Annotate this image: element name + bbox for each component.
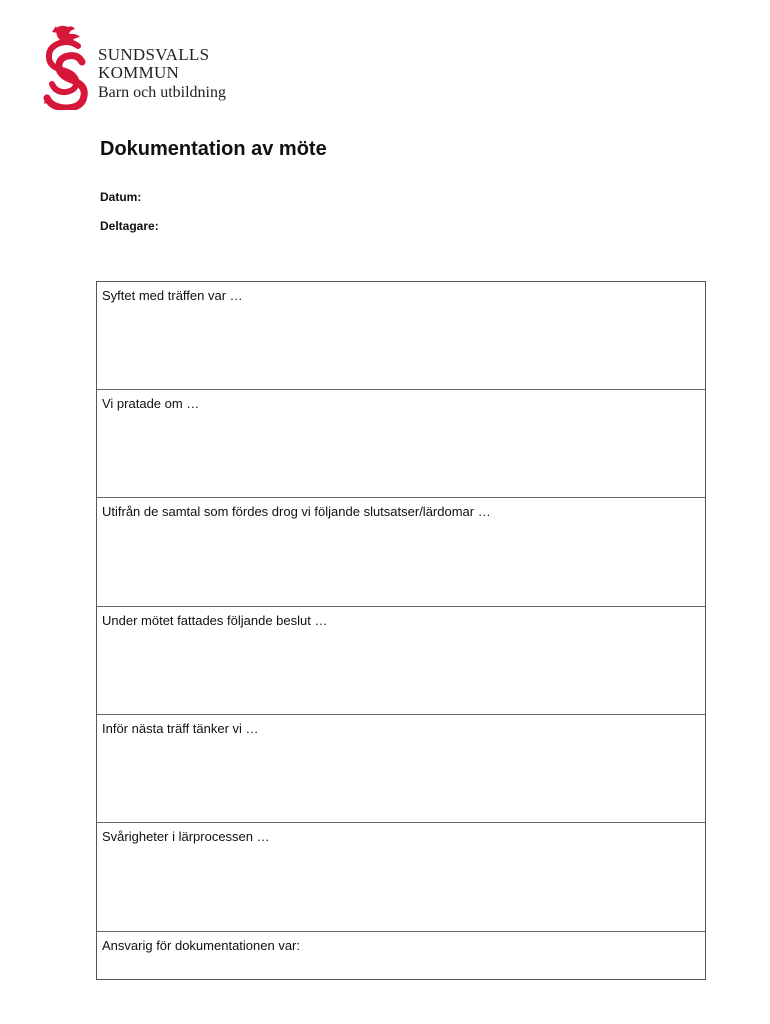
section-label: Utifrån de samtal som fördes drog vi följande slutsatser/lärdomar … — [102, 504, 491, 519]
participants-label: Deltagare: — [100, 219, 159, 233]
section-decisions[interactable] — [97, 607, 705, 715]
section-conclusions[interactable] — [97, 498, 705, 607]
org-name-line2: KOMMUN — [98, 63, 180, 82]
municipality-logo — [42, 24, 282, 114]
section-label: Svårigheter i lärprocessen … — [102, 829, 270, 844]
meeting-form-table — [96, 281, 706, 980]
section-label: Vi pratade om … — [102, 396, 200, 411]
section-label: Under mötet fattades följande beslut … — [102, 613, 328, 628]
section-purpose[interactable] — [97, 282, 705, 390]
document-title: Dokumentation av möte — [100, 138, 327, 160]
section-next-meeting[interactable] — [97, 715, 705, 823]
org-department: Barn och utbildning — [98, 84, 226, 101]
section-responsible[interactable] — [97, 932, 705, 979]
section-label: Inför nästa träff tänker vi … — [102, 721, 259, 736]
section-difficulties[interactable] — [97, 823, 705, 932]
logo-wordmark — [98, 46, 226, 103]
date-label: Datum: — [100, 190, 142, 204]
section-label: Syftet med träffen var … — [102, 288, 243, 303]
section-label: Ansvarig för dokumentationen var: — [102, 938, 300, 953]
section-discussion[interactable] — [97, 390, 705, 498]
org-name-line1: SUNDSVALLS — [98, 45, 210, 64]
sundsvall-logo-icon — [42, 24, 94, 110]
